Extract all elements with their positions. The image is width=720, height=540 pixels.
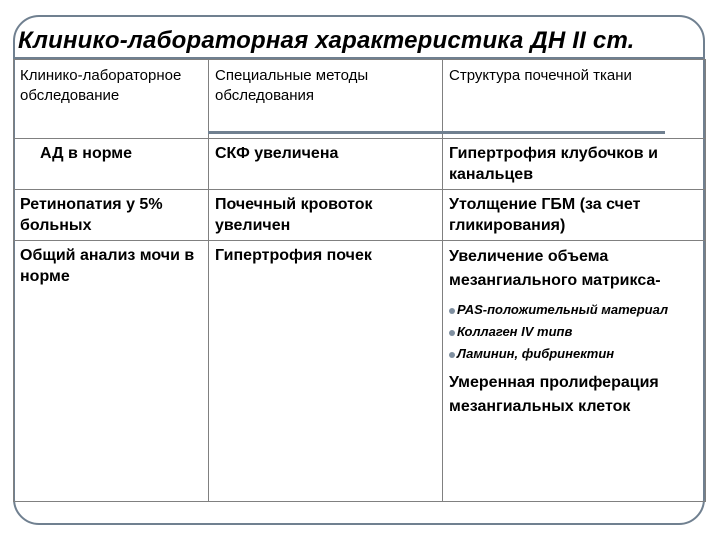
characteristics-table <box>13 59 706 502</box>
header-clinical-lab: Клинико-лабораторное обследование <box>14 60 209 139</box>
bullet-icon <box>449 308 455 314</box>
table-cell: Гипертрофия клубочков и канальцев <box>443 139 706 190</box>
list-item-text: Коллаген IV типв <box>457 324 573 339</box>
header-kidney-structure: Структура почечной ткани <box>443 60 706 139</box>
table-cell: Почечный кровоток увеличен <box>209 190 443 241</box>
table-row <box>14 241 706 502</box>
table-cell <box>14 139 209 190</box>
table-cell: Общий анализ мочи в норме <box>14 241 209 502</box>
table-cell: Утолщение ГБМ (за счет гликирования) <box>443 190 706 241</box>
table-cell: СКФ увеличена <box>209 139 443 190</box>
table-row <box>14 190 706 241</box>
cell-text: АД в норме <box>40 145 133 162</box>
bullet-icon <box>449 352 455 358</box>
table-row <box>14 139 706 190</box>
table-cell: Гипертрофия почек <box>209 241 443 502</box>
table-cell: Ретинопатия у 5% больных <box>14 190 209 241</box>
list-item-text: PAS-положительный материал <box>457 302 669 317</box>
list-item <box>449 343 699 365</box>
table-cell <box>443 241 706 502</box>
cell-text: Умеренная пролиферация мезангиальных клеток <box>449 374 659 415</box>
bullet-icon <box>449 330 455 336</box>
list-item-text: Ламинин, фибринектин <box>457 346 615 361</box>
table-header-row <box>14 60 706 139</box>
cell-text: Увеличение объема мезангиального матрикса- <box>449 248 661 289</box>
list-item <box>449 321 699 343</box>
list-item <box>449 299 699 321</box>
header-accent-line <box>208 131 665 134</box>
header-special-methods: Специальные методы обследования <box>209 60 443 139</box>
slide-title: Клинико-лабораторная характеристика ДН II ст. <box>18 27 635 54</box>
